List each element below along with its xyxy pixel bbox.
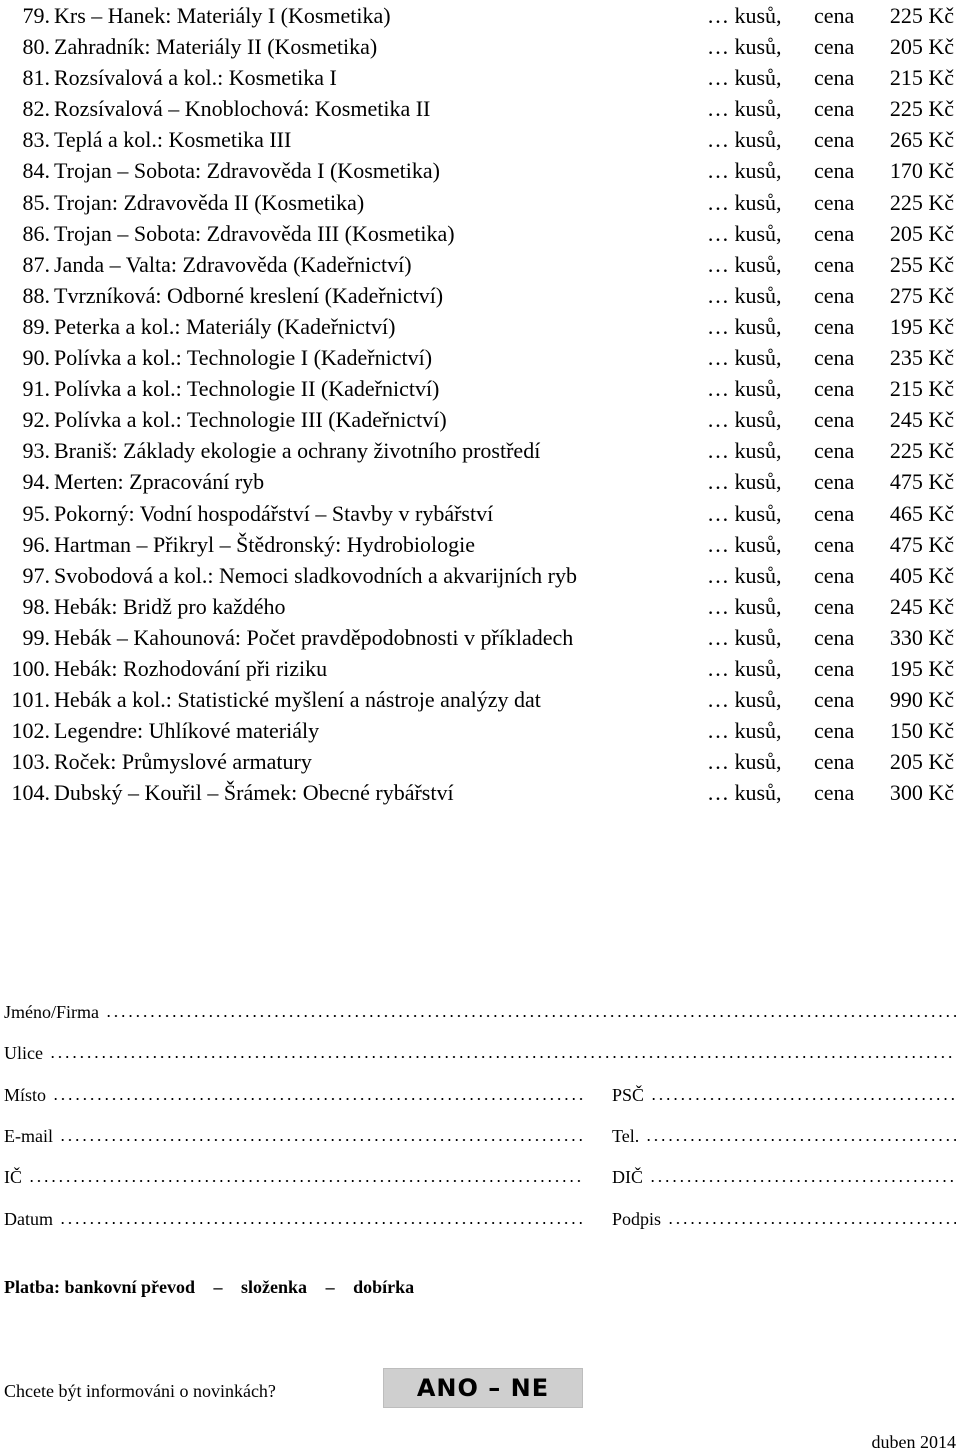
date-field[interactable] (4, 1203, 584, 1235)
item-price: 215 Kč (889, 65, 954, 91)
item-quantity[interactable]: … kusů, (707, 780, 782, 806)
item-quantity[interactable]: … kusů, (707, 127, 782, 153)
issue-date: duben 2014 (871, 1432, 956, 1452)
item-price-label: cena (814, 220, 855, 246)
item-title: Hebák a kol.: Statistické myšlení a nástroje analýzy dat (54, 687, 541, 713)
item-price: 205 Kč (889, 34, 954, 60)
item-number: 82. (22, 96, 50, 122)
item-quantity[interactable]: … kusů, (707, 158, 782, 184)
item-title: Rozsívalová – Knoblochová: Kosmetika II (54, 96, 431, 122)
dotted-line (59, 1222, 584, 1224)
item-price-label: cena (814, 376, 855, 402)
payment-bank-transfer[interactable]: Platba: bankovní převod (4, 1277, 196, 1297)
item-number: 90. (22, 345, 50, 371)
list-item (4, 93, 956, 124)
item-title: Pokorný: Vodní hospodářství – Stavby v rybářství (54, 500, 494, 526)
item-number: 80. (22, 34, 50, 60)
item-title: Trojan – Sobota: Zdravověda I (Kosmetika) (54, 158, 440, 184)
list-item (4, 280, 956, 311)
item-title: Polívka a kol.: Technologie III (Kadeřnictví) (54, 407, 447, 433)
item-price: 990 Kč (889, 687, 954, 713)
item-price-label: cena (814, 749, 855, 775)
list-item (4, 498, 956, 529)
item-quantity[interactable]: … kusů, (707, 562, 782, 588)
dotted-line (649, 1180, 956, 1182)
item-quantity[interactable]: … kusů, (707, 593, 782, 619)
list-item (4, 311, 956, 342)
item-quantity[interactable]: … kusů, (707, 718, 782, 744)
street-label: Ulice (4, 1043, 43, 1063)
item-title: Roček: Průmyslové armatury (54, 749, 312, 775)
list-item (4, 435, 956, 466)
item-number: 87. (22, 251, 50, 277)
item-price-label: cena (814, 251, 855, 277)
dotted-line (49, 1056, 956, 1058)
item-title: Braniš: Základy ekologie a ochrany životního prostředí (54, 438, 541, 464)
list-item (4, 62, 956, 93)
item-quantity[interactable]: … kusů, (707, 624, 782, 650)
list-item (4, 31, 956, 62)
zip-label: PSČ (612, 1085, 645, 1105)
item-price: 330 Kč (889, 624, 954, 650)
email-label: E-mail (4, 1126, 53, 1146)
list-item (4, 0, 956, 31)
item-price: 225 Kč (889, 96, 954, 122)
item-price: 235 Kč (889, 345, 954, 371)
item-quantity[interactable]: … kusů, (707, 500, 782, 526)
item-title: Dubský – Kouřil – Šrámek: Obecné rybářství (54, 780, 454, 806)
item-title: Zahradník: Materiály II (Kosmetika) (54, 34, 378, 60)
item-price: 265 Kč (889, 127, 954, 153)
dotted-line (667, 1222, 956, 1224)
item-quantity[interactable]: … kusů, (707, 313, 782, 339)
date-label: Datum (4, 1209, 53, 1229)
item-title: Hebák: Bridž pro každého (54, 593, 286, 619)
item-title: Legendre: Uhlíkové materiály (54, 718, 320, 744)
item-quantity[interactable]: … kusů, (707, 220, 782, 246)
item-quantity[interactable]: … kusů, (707, 438, 782, 464)
item-title: Trojan – Sobota: Zdravověda III (Kosmetika) (54, 220, 455, 246)
item-price-label: cena (814, 96, 855, 122)
item-number: 102. (11, 718, 50, 744)
form-row-date (4, 1203, 956, 1235)
item-quantity[interactable]: … kusů, (707, 655, 782, 681)
list-item (4, 715, 956, 746)
item-number: 81. (22, 65, 50, 91)
item-price: 225 Kč (889, 189, 954, 215)
list-item (4, 560, 956, 591)
item-number: 96. (22, 531, 50, 557)
dotted-line (52, 1098, 584, 1100)
name-label: Jméno/Firma (4, 1002, 99, 1022)
item-title: Krs – Hanek: Materiály I (Kosmetika) (54, 3, 391, 28)
item-quantity[interactable]: … kusů, (707, 687, 782, 713)
item-number: 94. (22, 469, 50, 495)
dic-field[interactable] (612, 1161, 956, 1193)
item-title: Hartman – Přikryl – Štědronský: Hydrobiologie (54, 531, 476, 557)
item-number: 92. (22, 407, 50, 433)
item-quantity[interactable]: … kusů, (707, 282, 782, 308)
item-title: Polívka a kol.: Technologie II (Kadeřnictví) (54, 376, 440, 402)
item-price-label: cena (814, 438, 855, 464)
zip-field[interactable] (612, 1079, 956, 1111)
list-item (4, 218, 956, 249)
ico-label: IČ (4, 1167, 22, 1187)
item-price: 150 Kč (889, 718, 954, 744)
item-number: 104. (11, 780, 50, 806)
payment-separator: – (213, 1277, 223, 1297)
payment-options (4, 1277, 428, 1298)
item-number: 99. (22, 624, 50, 650)
item-title: Tvrzníková: Odborné kreslení (Kadeřnictví) (54, 282, 444, 308)
item-price: 275 Kč (889, 282, 954, 308)
item-price: 170 Kč (889, 158, 954, 184)
city-field[interactable] (4, 1079, 584, 1111)
newsletter-question: Chcete být informováni o novinkách? (4, 1381, 276, 1401)
item-price: 475 Kč (889, 531, 954, 557)
item-price-label: cena (814, 345, 855, 371)
list-item (4, 591, 956, 622)
item-title: Merten: Zpracování ryb (54, 469, 265, 495)
item-number: 93. (22, 438, 50, 464)
ico-field[interactable] (4, 1161, 584, 1193)
item-quantity[interactable]: … kusů, (707, 251, 782, 277)
item-number: 91. (22, 376, 50, 402)
name-field[interactable] (4, 996, 956, 1028)
item-quantity[interactable]: … kusů, (707, 531, 782, 557)
item-quantity[interactable]: … kusů, (707, 749, 782, 775)
item-price-label: cena (814, 189, 855, 215)
signature-label: Podpis (612, 1209, 662, 1229)
item-price-label: cena (814, 469, 855, 495)
item-title: Svobodová a kol.: Nemoci sladkovodních a akvarijních ryb (54, 562, 577, 588)
item-price-label: cena (814, 687, 855, 713)
list-item (4, 342, 956, 373)
item-number: 86. (22, 220, 50, 246)
item-price-label: cena (814, 624, 855, 650)
item-number: 84. (22, 158, 50, 184)
item-price: 225 Kč (889, 3, 954, 28)
item-price-label: cena (814, 65, 855, 91)
item-quantity[interactable]: … kusů, (707, 96, 782, 122)
item-price: 465 Kč (889, 500, 954, 526)
item-quantity[interactable]: … kusů, (707, 469, 782, 495)
dotted-line (650, 1098, 956, 1100)
list-item (4, 622, 956, 653)
item-number: 98. (22, 593, 50, 619)
item-price-label: cena (814, 127, 855, 153)
item-number: 95. (22, 500, 50, 526)
item-number: 79. (22, 3, 50, 28)
item-title: Janda – Valta: Zdravověda (Kadeřnictví) (54, 251, 412, 277)
item-quantity[interactable]: … kusů, (707, 345, 782, 371)
form-row-ico (4, 1161, 956, 1193)
dotted-line (28, 1180, 584, 1182)
item-price-label: cena (814, 500, 855, 526)
dotted-line (59, 1139, 584, 1141)
item-price: 245 Kč (889, 407, 954, 433)
payment-separator: – (325, 1277, 335, 1297)
dic-label: DIČ (612, 1167, 643, 1187)
item-price-label: cena (814, 282, 855, 308)
item-number: 100. (11, 655, 50, 681)
item-price: 475 Kč (889, 469, 954, 495)
item-price: 245 Kč (889, 593, 954, 619)
item-title: Polívka a kol.: Technologie I (Kadeřnictví) (54, 345, 433, 371)
payment-cash-on-delivery[interactable]: dobírka (353, 1277, 415, 1297)
item-price-label: cena (814, 34, 855, 60)
item-quantity[interactable]: … kusů, (707, 189, 782, 215)
item-price-label: cena (814, 593, 855, 619)
list-item (4, 684, 956, 715)
item-quantity[interactable]: … kusů, (707, 3, 782, 28)
item-price-label: cena (814, 313, 855, 339)
list-item (4, 155, 956, 186)
item-price-label: cena (814, 407, 855, 433)
phone-field[interactable] (612, 1120, 956, 1152)
item-price-label: cena (814, 158, 855, 184)
item-quantity[interactable]: … kusů, (707, 65, 782, 91)
item-price-label: cena (814, 655, 855, 681)
item-price-label: cena (814, 718, 855, 744)
form-row-street (4, 1037, 956, 1069)
signature-field[interactable] (612, 1203, 956, 1235)
item-quantity[interactable]: … kusů, (707, 376, 782, 402)
item-price: 195 Kč (889, 655, 954, 681)
item-number: 85. (22, 189, 50, 215)
payment-postal-order[interactable]: složenka (241, 1277, 308, 1297)
item-price-label: cena (814, 531, 855, 557)
item-price-label: cena (814, 562, 855, 588)
form-row-name (4, 996, 956, 1028)
list-item (4, 777, 956, 808)
item-title: Hebák: Rozhodování při riziku (54, 655, 328, 681)
list-item (4, 187, 956, 218)
dotted-line (105, 1015, 956, 1017)
item-number: 103. (11, 749, 50, 775)
item-title: Rozsívalová a kol.: Kosmetika I (54, 65, 337, 91)
item-price: 215 Kč (889, 376, 954, 402)
list-item (4, 249, 956, 280)
item-price: 205 Kč (889, 220, 954, 246)
list-item (4, 529, 956, 560)
item-number: 89. (22, 313, 50, 339)
item-title: Hebák – Kahounová: Počet pravděpodobnosti v příkladech (54, 624, 574, 650)
city-label: Místo (4, 1085, 47, 1105)
list-item (4, 746, 956, 777)
list-item (4, 373, 956, 404)
item-price: 300 Kč (889, 780, 954, 806)
list-item (4, 124, 956, 155)
book-order-list (4, 0, 956, 808)
list-item (4, 466, 956, 497)
item-title: Peterka a kol.: Materiály (Kadeřnictví) (54, 313, 396, 339)
item-price: 225 Kč (889, 438, 954, 464)
item-title: Trojan: Zdravověda II (Kosmetika) (54, 189, 365, 215)
dotted-line (645, 1139, 956, 1141)
phone-label: Tel. (612, 1126, 640, 1146)
item-price-label: cena (814, 3, 855, 28)
list-item (4, 404, 956, 435)
item-number: 83. (22, 127, 50, 153)
list-item (4, 653, 956, 684)
form-row-email (4, 1120, 956, 1152)
item-number: 97. (22, 562, 50, 588)
yes-no-choice[interactable]: ANO – NE (383, 1368, 583, 1408)
item-price: 255 Kč (889, 251, 954, 277)
item-title: Teplá a kol.: Kosmetika III (54, 127, 292, 153)
item-price: 405 Kč (889, 562, 954, 588)
email-field[interactable] (4, 1120, 584, 1152)
item-number: 101. (11, 687, 50, 713)
item-number: 88. (22, 282, 50, 308)
form-row-city (4, 1079, 956, 1111)
item-quantity[interactable]: … kusů, (707, 407, 782, 433)
item-price-label: cena (814, 780, 855, 806)
item-quantity[interactable]: … kusů, (707, 34, 782, 60)
street-field[interactable] (4, 1037, 956, 1069)
item-price: 205 Kč (889, 749, 954, 775)
item-price: 195 Kč (889, 313, 954, 339)
